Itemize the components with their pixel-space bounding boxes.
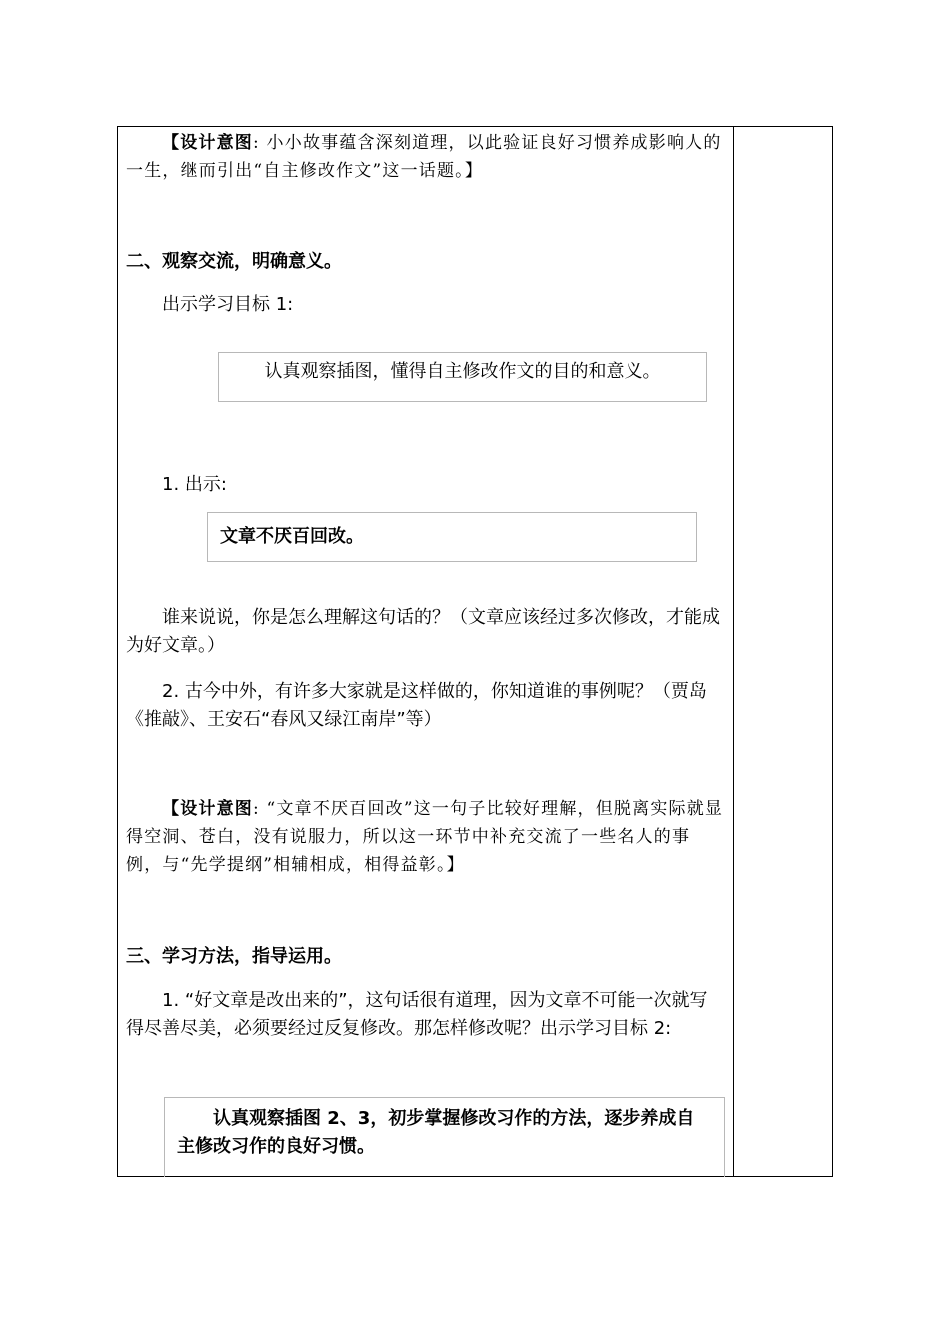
design-intent-colon: : [253, 133, 267, 153]
design-intent-label: 【设计意图 [162, 799, 253, 819]
learning-goal-1-text: 认真观察插图，懂得自主修改作文的目的和意义。 [264, 361, 661, 382]
learning-goal-1-box [218, 352, 707, 402]
learning-goal-1-intro: 出示学习目标 1: [162, 294, 294, 315]
show-label: 1. 出示: [162, 474, 227, 495]
design-intent-text: “文章不厌百回改”这一句子比较好理解，但脱离实际就显得空洞、苍白，没有说服力，所以这一环节中补充交流了一些名人的事例，与“先学提纲”相辅相成，相得益彰。】 [126, 799, 724, 875]
design-intent-text: 小小故事蕴含深刻道理，以此验证良好习惯养成影响人的一生，继而引出“自主修改作文”这一话题。】 [126, 133, 722, 181]
design-intent-label: 【设计意图 [162, 133, 253, 153]
learning-goal-2-box [164, 1097, 725, 1177]
question-paragraph: 谁来说说，你是怎么理解这句话的？（文章应该经过多次修改，才能成为好文章。） [126, 607, 720, 656]
section-heading-3: 三、学习方法，指导运用。 [126, 946, 342, 967]
section-heading-2: 二、观察交流，明确意义。 [126, 251, 342, 272]
learning-goal-2-text: 认真观察插图 2、3，初步掌握修改习作的方法，逐步养成自主修改习作的良好习惯。 [177, 1108, 695, 1157]
design-intent-paragraph-2 [126, 795, 724, 879]
design-intent-paragraph-1 [126, 129, 724, 185]
examples-paragraph: 2. 古今中外，有许多大家就是这样做的，你知道谁的事例呢？（贾岛《推敲》、王安石“春风又绿江南岸”等） [126, 681, 707, 730]
method-paragraph: 1. “好文章是改出来的”，这句话很有道理，因为文章不可能一次就写得尽善尽美，必须要经过反复修改。那怎样修改呢？出示学习目标 2: [126, 990, 708, 1039]
column-divider [733, 126, 734, 1177]
quote-box [207, 512, 697, 562]
quote-text: 文章不厌百回改。 [220, 526, 364, 547]
design-intent-colon: : [253, 799, 267, 819]
